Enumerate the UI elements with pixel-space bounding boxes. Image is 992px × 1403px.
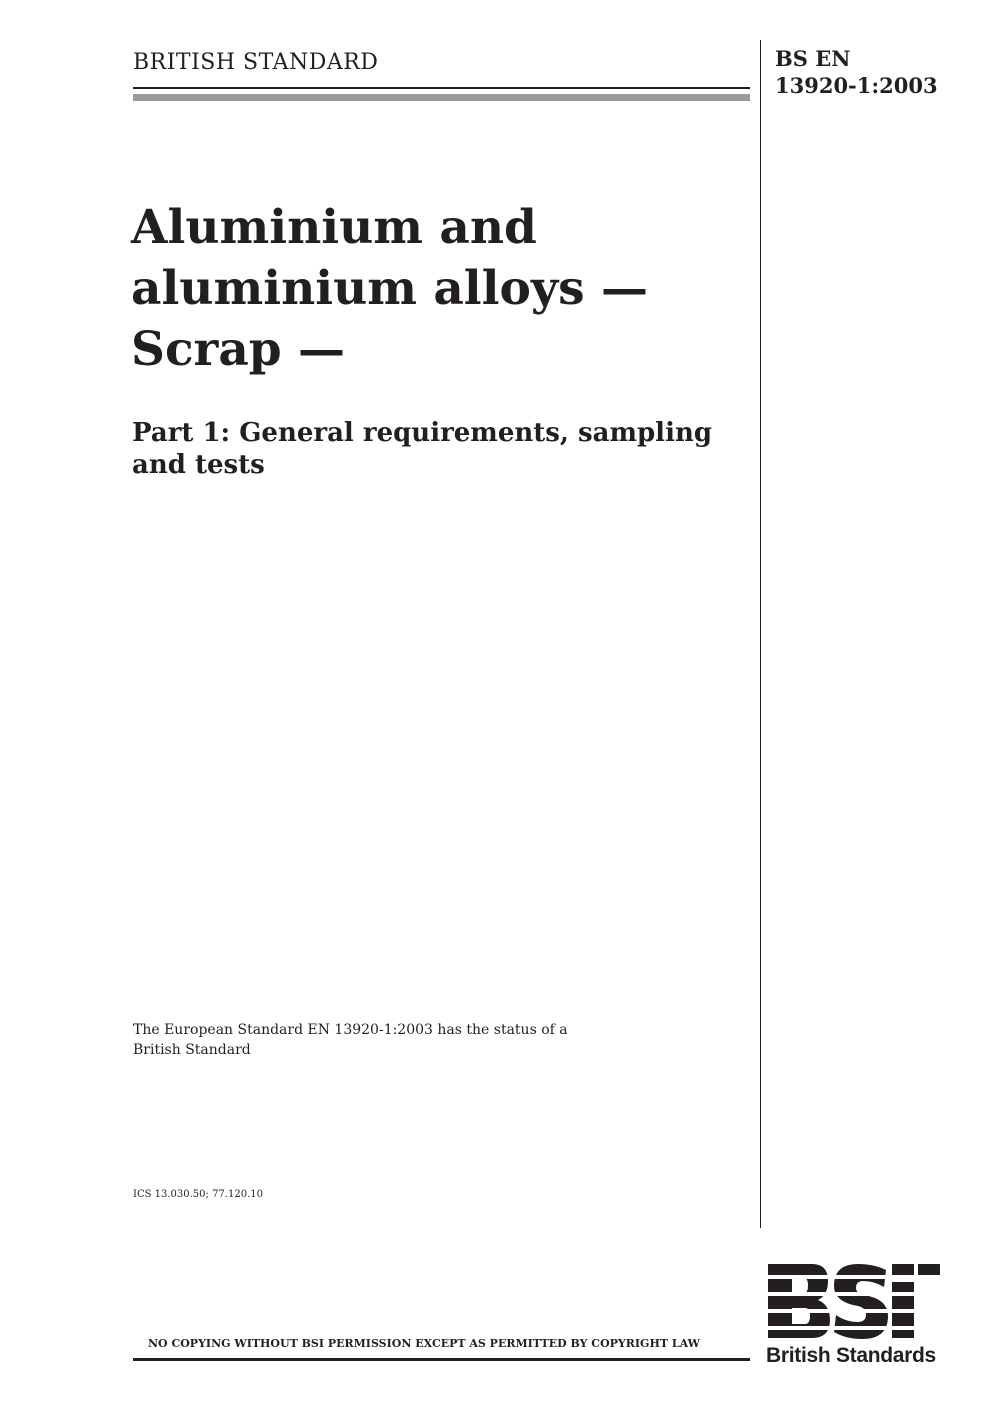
bsi-logo-tagline: British Standards: [766, 1344, 936, 1367]
series-label: BRITISH STANDARD: [133, 50, 379, 75]
bsi-logo: [766, 1262, 946, 1368]
document-number-code: 13920-1:2003: [775, 73, 938, 98]
header-rule-thick: [133, 94, 750, 101]
page-title: [131, 197, 746, 380]
page-subtitle: [132, 417, 747, 481]
title-line-2: aluminium alloys —: [131, 261, 648, 316]
subtitle-line-2: and tests: [132, 450, 265, 480]
copyright-notice: NO COPYING WITHOUT BSI PERMISSION EXCEPT AS PERMITTED BY COPYRIGHT LAW: [148, 1337, 700, 1350]
header-rule-thin: [133, 87, 750, 89]
title-line-3: Scrap —: [131, 322, 346, 377]
document-number-prefix: BS EN: [775, 46, 851, 71]
document-number: [775, 45, 938, 99]
ics-classification: ICS 13.030.50; 77.120.10: [133, 1189, 263, 1200]
bsi-logo-mark: [766, 1262, 944, 1340]
status-note: [133, 1020, 568, 1060]
footer-rule: [133, 1358, 750, 1361]
status-note-line-2: British Standard: [133, 1042, 251, 1058]
vertical-divider: [760, 40, 761, 1228]
title-line-1: Aluminium and: [131, 200, 537, 255]
subtitle-line-1: Part 1: General requirements, sampling: [132, 418, 713, 448]
status-note-line-1: The European Standard EN 13920-1:2003 has the status of a: [133, 1022, 568, 1038]
